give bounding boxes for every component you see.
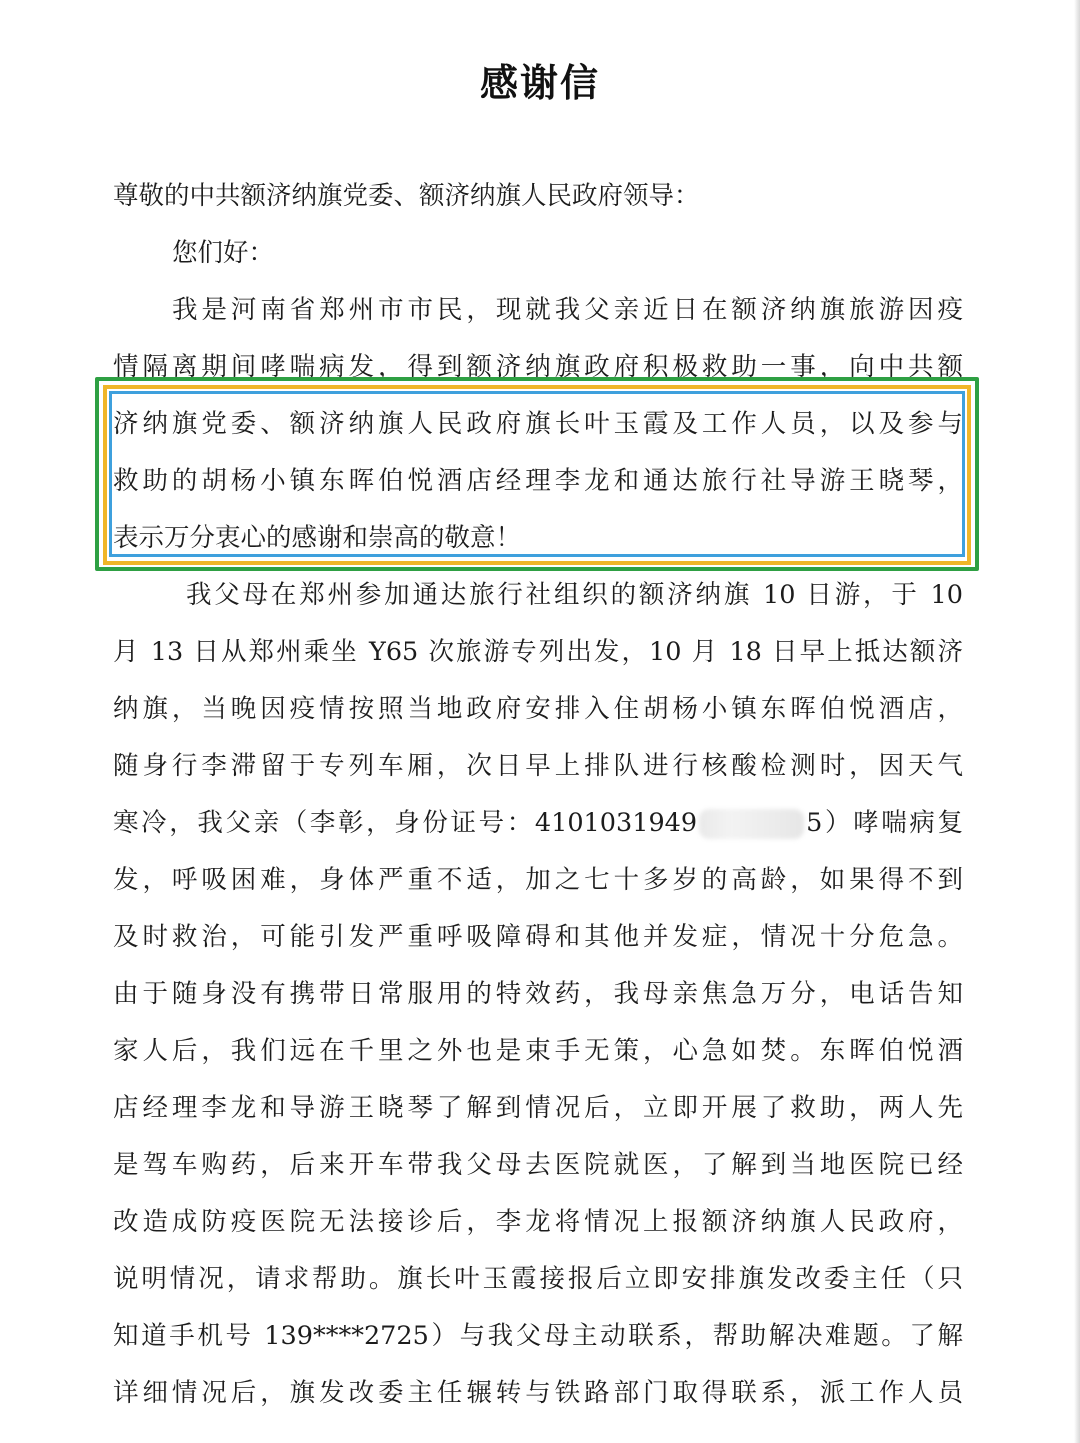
paragraph-line: 改造成防疫医院无法接诊后，李龙将情况上报额济纳旗人民政府， — [113, 1207, 963, 1237]
id-number-line — [113, 803, 963, 843]
paragraph-line: 表示万分衷心的感谢和崇高的敬意！ — [113, 523, 522, 553]
paragraph-line: 家人后，我们远在千里之外也是束手无策，心急如焚。东晖伯悦酒 — [113, 1036, 963, 1066]
paragraph-line: 济纳旗党委、额济纳旗人民政府旗长叶玉霞及工作人员，以及参与 — [113, 409, 963, 439]
salutation: 尊敬的中共额济纳旗党委、额济纳旗人民政府领导： — [113, 181, 700, 211]
paragraph-line: 店经理李龙和导游王晓琴了解到情况后，立即开展了救助，两人先 — [113, 1093, 963, 1123]
paragraph-line: 知道手机号 139****2725）与我父母主动联系，帮助解决难题。了解 — [113, 1321, 963, 1351]
paragraph-line: 详细情况后，旗发改委主任辗转与铁路部门取得联系，派工作人员 — [113, 1378, 963, 1408]
paragraph-line: 纳旗，当晚因疫情按照当地政府安排入住胡杨小镇东晖伯悦酒店， — [113, 694, 963, 724]
letter-title: 感谢信 — [479, 61, 600, 105]
paragraph-line: 情隔离期间哮喘病发，得到额济纳旗政府积极救助一事，向中共额 — [113, 352, 963, 382]
greeting: 您们好： — [172, 238, 275, 268]
paragraph-line: 我是河南省郑州市市民，现就我父亲近日在额济纳旗旅游因疫 — [172, 295, 963, 325]
highlight-box-blue — [109, 391, 965, 557]
paragraph-line: 月 13 日从郑州乘坐 Y65 次旅游专列出发，10 月 18 日早上抵达额济 — [113, 637, 963, 667]
paragraph-line: 随身行李滞留于专列车厢，次日早上排队进行核酸检测时，因天气 — [113, 751, 963, 781]
id-line-after: 5）哮喘病复 — [806, 808, 963, 838]
paragraph-line: 是驾车购药，后来开车带我父母去医院就医，了解到当地医院已经 — [113, 1150, 963, 1180]
paragraph-line: 说明情况，请求帮助。旗长叶玉霞接报后立即安排旗发改委主任（只 — [113, 1264, 963, 1294]
redacted-blur — [699, 809, 804, 839]
paragraph-line: 发，呼吸困难，身体严重不适，加之七十多岁的高龄，如果得不到 — [113, 865, 963, 895]
paragraph-line: 及时救治，可能引发严重呼吸障碍和其他并发症，情况十分危急。 — [113, 922, 963, 952]
id-line-before: 寒冷，我父亲（李彰，身份证号：4101031949 — [113, 808, 698, 838]
paragraph-line: 我父母在郑州参加通达旅行社组织的额济纳旗 10 日游，于 10 — [186, 580, 963, 610]
paragraph-line: 救助的胡杨小镇东晖伯悦酒店经理李龙和通达旅行社导游王晓琴， — [113, 466, 963, 496]
page-edge-shadow — [1074, 0, 1080, 1443]
paragraph-line: 由于随身没有携带日常服用的特效药，我母亲焦急万分，电话告知 — [113, 979, 963, 1009]
